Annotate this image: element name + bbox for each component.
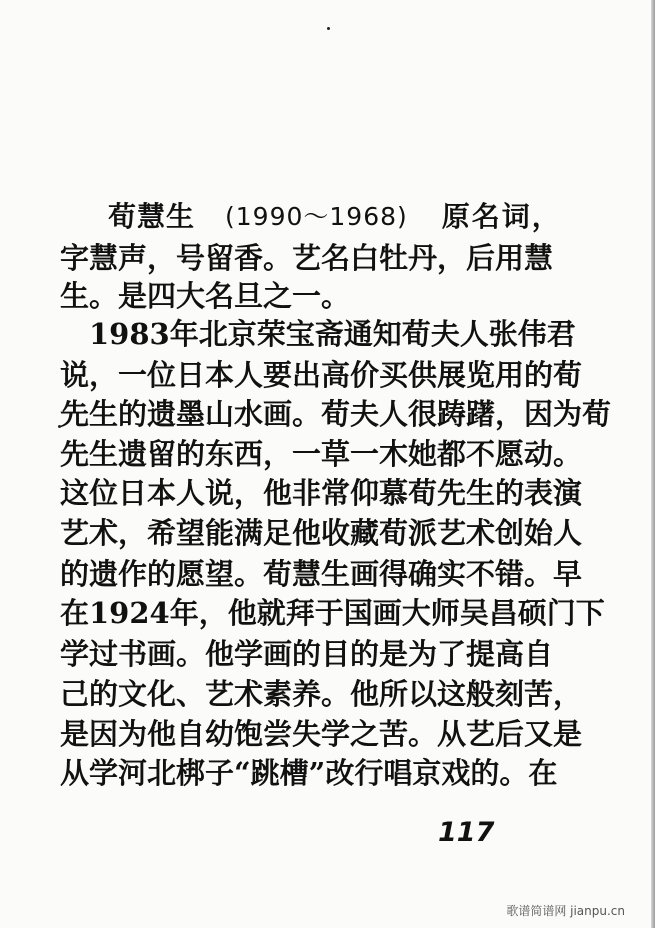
body-line: 的遗作的愿望。荀慧生画得确实不错。早 (60, 557, 583, 591)
body-line: 字慧声，号留香。艺名白牡丹，后用慧 (60, 241, 554, 275)
body-line: 先生的遗墨山水画。荀夫人很踌躇，因为荀 (60, 397, 612, 431)
page-edge-shadow (651, 0, 655, 928)
body-line: 是因为他自幼饱尝失学之苦。从艺后又是 (60, 717, 583, 751)
entry-heading (108, 194, 562, 236)
body-line: 从学河北梆子“跳槽”改行唱京戏的。在 (60, 756, 558, 790)
page-number: 117 (438, 817, 495, 848)
person-name: 荀慧生 (108, 200, 196, 233)
scan-speck (327, 27, 330, 30)
body-line: 学过书画。他学画的目的是为了提高自 (60, 637, 554, 671)
life-dates: (1990～1968) (225, 202, 408, 231)
body-line: 先生遗留的东西，一草一木她都不愿动。 (60, 437, 583, 471)
site-watermark: 歌谱简谱网 jianpu.cn (506, 904, 625, 918)
body-line: 艺术，希望能满足他收藏荀派艺术创始人 (60, 516, 583, 550)
body-line: 这位日本人说，他非常仰慕荀先生的表演 (60, 476, 583, 510)
body-line: 生。是四大名旦之一。 (60, 279, 351, 313)
body-line: 说，一位日本人要出高价买供展览用的荀 (60, 358, 583, 392)
heading-continuation: 原名词， (441, 200, 562, 233)
body-line: 己的文化、艺术素养。他所以这般刻苦， (60, 677, 583, 711)
body-line: 1983年北京荣宝斋通知荀夫人张伟君 (60, 317, 576, 351)
body-line: 在1924年，他就拜于国画大师吴昌硕门下 (60, 596, 605, 630)
